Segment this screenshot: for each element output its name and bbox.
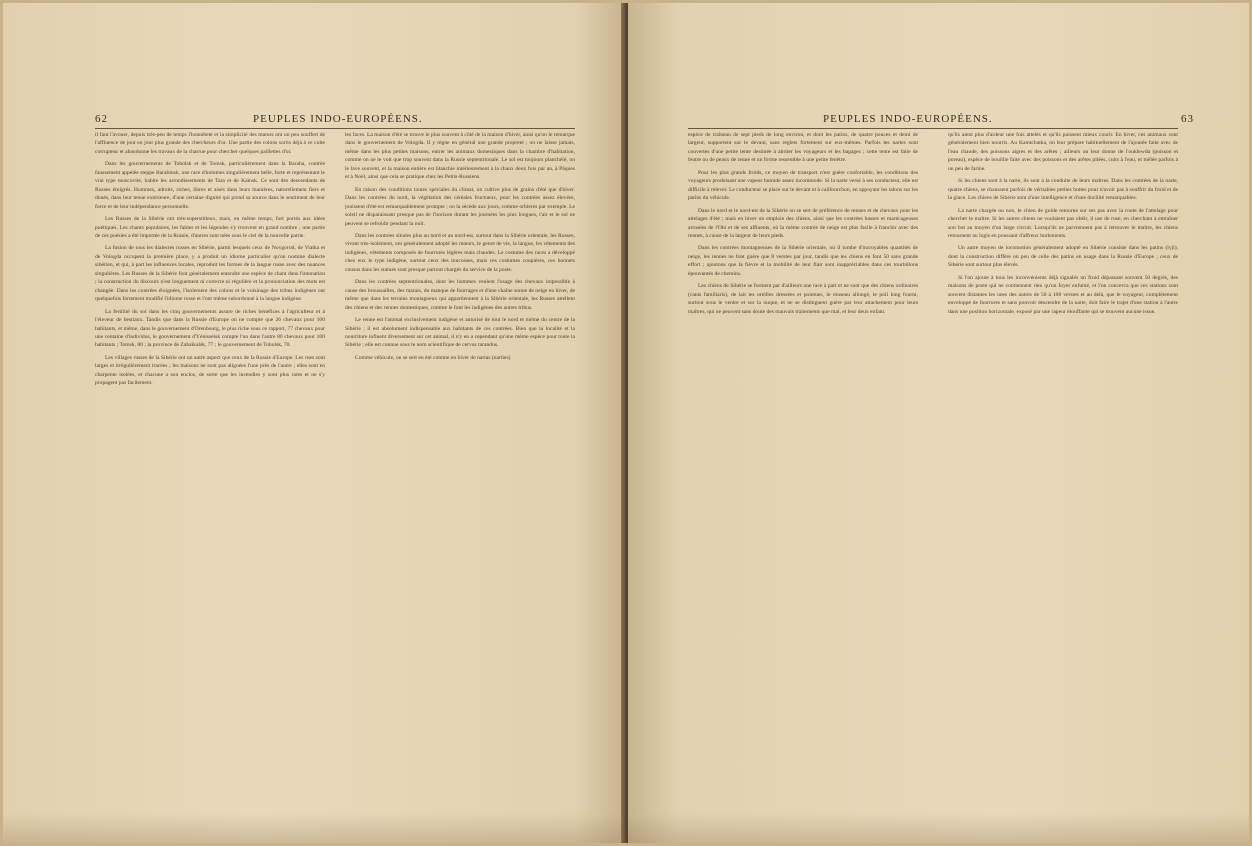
right-page-shadow [628, 813, 1249, 843]
paragraph: Les Russes de la Sibérie ont très-superstitieux, mais, en même temps, fort portés aux idées poétiques. Les chants populaires, les fables et les légendes s'y trouvent en grand nombre ; une partie de ces poésies a été importée de la Russie, d'autres sont nées sous le ciel de la nouvelle patrie. [95, 216, 325, 239]
paragraph: Les chiens de Sibérie se forment par d'ailleurs une race à part et ne sont que des chiens ordinaires (canis familiaris), de lait les oreilles dressées et pointues, le museau allongé, le poil long fourni, surtout sous le ventre et sur la nuque, et ne se distinguent guère par leur attachement pour leurs maîtres, qui ne peuvent sans doute des mauvais traitements que mal, et leur deux enfant. [688, 283, 918, 315]
left-page [3, 3, 625, 843]
paragraph: La fertilité du sol dans les cinq gouvernements assure de riches bénéfices à l'agriculteur et à l'éleveur de bestiaux. Tandis que dans la Russie d'Europe on ne compte que 26 chevaux pour 100 habitants, et même, dans le gouvernement d'Orenbourg, le plus riche sous ce rapport, 77 chevaux pour une centaine d'individus, le gouvernement d'Yénisséisk compte l'un dans l'autre 80 chevaux pour 100 habitants ; Tomsk, 80 ; la province de Zabaïkalsk, 77 ; le gouvernement de Tobolsk, 70. [95, 308, 325, 349]
paragraph: Pour les plus grands froids, ce moyen de transport n'est guère confortable, les conditions des voyageurs produisant une vapeur humide assez incommode. Si la narte versé à ses conducteur, elle est difficile à relever. Le conducteur se place sur le devant et à califourchon, en appuyant les talons sur les patins du véhicule. [688, 169, 918, 202]
right-running-title: PEUPLES INDO-EUROPÉENS. [823, 113, 993, 125]
paragraph: il faut l'avouer, depuis très-peu de temps l'honnêteté et la simplicité des mœurs ont un peu souffert de l'affluence de jour en jour plus grande des chercheurs d'or. Une partie des colons sortis déjà à ce culte corrupteur et abandonne les travaux de la charrue pour chercher quelques paillettes d'or. [95, 132, 325, 155]
paragraph: espèce de traîneau de sept pieds de long environ, et dont les patins, de quatre pouces et demi de largeur, supportent sur le devant, sans reglets fortement sur eux-mêmes. Parfois les nartes sont couvertes d'une petite tente destinée à abriter les voyageurs et les bagages ; cette tente est faite de feutre ou de peaux de renne et un forme ressemble à une petite fenêtre. [688, 132, 918, 164]
paragraph: qu'ils aient plus d'ardeur une fois attelés et qu'ils puissent mieux courir. En hiver, ces animaux sont généralement bien nourris. Au Kamtchatka, on leur prépare habituellement de l'ajoutée faite avec de l'eau chaude, des poissons aigres et des arêtes ; ailleurs on leur donne de l'ouklewda (poisson et poreau), espèce de bouillie faite avec des poissons et des arêtes pilées, cuits à l'eau, et mêlée parfois à un peu de farine. [948, 132, 1178, 172]
paragraph: Dans les contrées septentrionales, dont les hommes veulent l'usage des chevaux impossible à cause des broussailles, des marais, du manque de fourrages et d'une chaîne sonne de neige en hiver, de même que dans les terrains montagneux qui appartiennent à la Sibérie orientale, les Russes attellent des chiens et des rennes domestiques, comme le font les indigènes des autres tribus. [345, 279, 575, 311]
paragraph: La narte chargée ou non, le chien de guide retourne sur ses pas avec la route de l'attelage pour chercher le maître. Si les autres chiens ne voulaient pas obéir, il use de ruse, en cherchant à entraîner son but au moyen d'un large circuit. Lorsqu'ils ne parviennent pas à retrouver le maître, les chiens retournent au logis en poussant d'affreux hurlements. [948, 207, 1178, 239]
paragraph: Un autre moyen de locomotion généralement adopté en Sibérie consiste dans les patins (lyji), dont la construction diffère un peu de celle des patins en usage dans la Russie d'Europe ; ceux de Sibérie sont surtout plus élevés. [948, 245, 1178, 269]
paragraph: Dans les gouvernements de Tobolsk et de Tomsk, particulièrement dans la Baraba, contrée faussement appelée steppe Barabinsk, une race d'hommes singulièrement belle, forte et représentant le vrai type moscovite, habite les arrondissements de Tara et de Kaïnsk. Ce sont des descendants de Russes émigrés. Hommes, adroits, riches, libres et aisés dans leurs manières, naturellement fiers et doués, dans leur tenue extérieure, d'une certaine dignité qui prend sa source dans le sentiment de leur force et de leur indépendance personnelle. [95, 161, 325, 210]
right-column-1 [688, 131, 918, 811]
left-running-title: PEUPLES INDO-EUROPÉENS. [253, 113, 423, 125]
paragraph: Si l'on ajoute à tous les inconvénients déjà signalés un froid dépassant souvent 50 degrés, des maisons de poste qui ne contiennent rien qu'un foyer enfumé, et l'on concevra que ces stations sont souvent distantes les unes des autres de 50 à 100 verstes et au delà, que le voyageur, complètement enveloppé de fourrures et sans pouvoir descendre de la narte, doit faire le trajet d'une station à l'autre dans une position horizontale, exposé par une rapeur étouffante qui se trouvent aucune issue. [948, 274, 1178, 315]
paragraph: Les villages russes de la Sibérie ont un autre aspect que ceux de la Russie d'Europe. Les rues sont larges et irrégulièrement tracées ; les maisons ne sont pas alignées l'une près de l'autre ; elles sont en charpente isolées, et chacune a son enclos, de sorte que les incendies y sont plus rares et ne s'y propagent pas facilement. [95, 354, 325, 387]
paragraph: Le renne est l'animal exclusivement indigène et autorisé de tout le nord et même du centre de la Sibérie ; il est absolument indispensable aux habitants de ces contrées. Bien que la localité et la nourriture influent diversement sur cet animal, il n'y en a cependant qu'une même espèce pour toute la Sibérie ; elle est connue sous le nom scientifique de cervus tarandus. [345, 317, 575, 349]
paragraph: Si les chiens sont à la narte, ils sont à la conduite de leurs maîtres. Dans les contrées de la narte, quatre chiens, se chaussent parfois de véritables petites bottes pour n'avoir pas à souffrir du froid et de la glace. Les chiens de Sibérie sont d'une intelligence et d'une docilité remarquables. [948, 178, 1178, 202]
book-spread [3, 3, 1249, 843]
paragraph: les faces. La maison d'été se trouve le plus souvent à côté de la maison d'hiver, ainsi qu'on le remarque dans le gouvernement de Vologda. Il y règne en général une grande propreté ; on ne laisse jamais, même dans les plus petites maisons, entrer les animaux domestiques dans la chambre d'habitation, comme on ne le voit que trop souvent dans la Russie septentrionale. Le sol est toujours planchéié, on le lave souvent, et la maison entière est blanchie intérieurement à la chaux deux fois par an, à Pâques et à Noël, ainsi que cela se pratique chez les Petits-Russiens. [345, 132, 575, 181]
paragraph: Comme véhicule, on se sert en été comme en hiver de nartas (narties) [355, 354, 511, 361]
right-header-rule [688, 128, 1178, 129]
left-column-2 [345, 131, 575, 811]
left-page-number: 62 [95, 113, 108, 125]
right-column-2 [948, 131, 1178, 811]
paragraph: Dans le nord et le nord-est de la Sibérie on se sert de préférence de rennes et de chevaux pour les attelages d'été ; mais en hiver on emploie des chiens, ainsi que les contrées basses et marécageuses arrosées de l'Obi et de ses affluents, où la même contrée de neige est plus facile à franchir avec des rennes, à cause de la largeur de leurs pieds. [688, 207, 918, 239]
left-page-shadow [3, 813, 625, 843]
paragraph: Dans les contrées situées plus au nord et au nord-est, surtout dans la Sibérie orientale, les Russes, vivant très-isolément, ont généralement adopté les mœurs, le genre de vie, la langue, les vêtements des indigènes, vêtements composés de fourrures légères mais chaudes. Le costume des races a développé chez eux le type indigène, surtout ceux des toucosses, mais ces costumes coupières, ces bonnets cousus dans les statues sont presque partout chargés du service de la poste. [345, 232, 575, 273]
right-page [628, 3, 1249, 843]
paragraph: Dans les contrées montagneuses de la Sibérie orientale, où il tombe d'incroyables quantités de neige, les rennes ne font guère que 8 verstes par jour, tandis que les chiens en font 50 sans grande effort ; ajoutons que la fièvre et la mobilité de leur flair sont inappréciables dans ces tourbillons épouvantés de chemins. [688, 245, 918, 277]
paragraph: En raison des conditions toutes spéciales du climat, on cultive plus de grains d'été que d'hiver. Dans les contrées du nord, la végétation des céréales fructueux, pour les contrées assez élevées, jouissent d'été est remarquablement prompte ; on la sécède aux jours, comme orbieres par exemple. Le soleil ne disparaissant presque pas de l'horizon durant les journées les plus longues, l'air et le sol ne peuvent se refroidir pendant la nuit. [345, 186, 575, 227]
right-page-number: 63 [1181, 113, 1194, 125]
left-column-1 [95, 131, 325, 811]
paragraph: La fusion de tous les dialectes russes en Sibérie, parmi lesquels ceux de Novgorod, de Viatka et de Vologda occupent la première place, y a produit un idiome particulier qu'on nomme dialecte sibérien, et qui, à part les influences locales, reproduit les formes de la langue russe avec des nuances singulières. Les Russes de la Sibérie font généralement entendre une espèce de chant dans l'intonation ; la construction du discours n'est longuement ni correcte ni régulière et la prononciation des mots est changée. Dans les contrées éloignées, l'isolement des colons et le voisinage des tribus indigènes ont quelquefois fortement modifié l'idiome russe et l'ont même subordonné à la langue indigène. [95, 245, 325, 303]
left-header-rule [95, 128, 575, 129]
